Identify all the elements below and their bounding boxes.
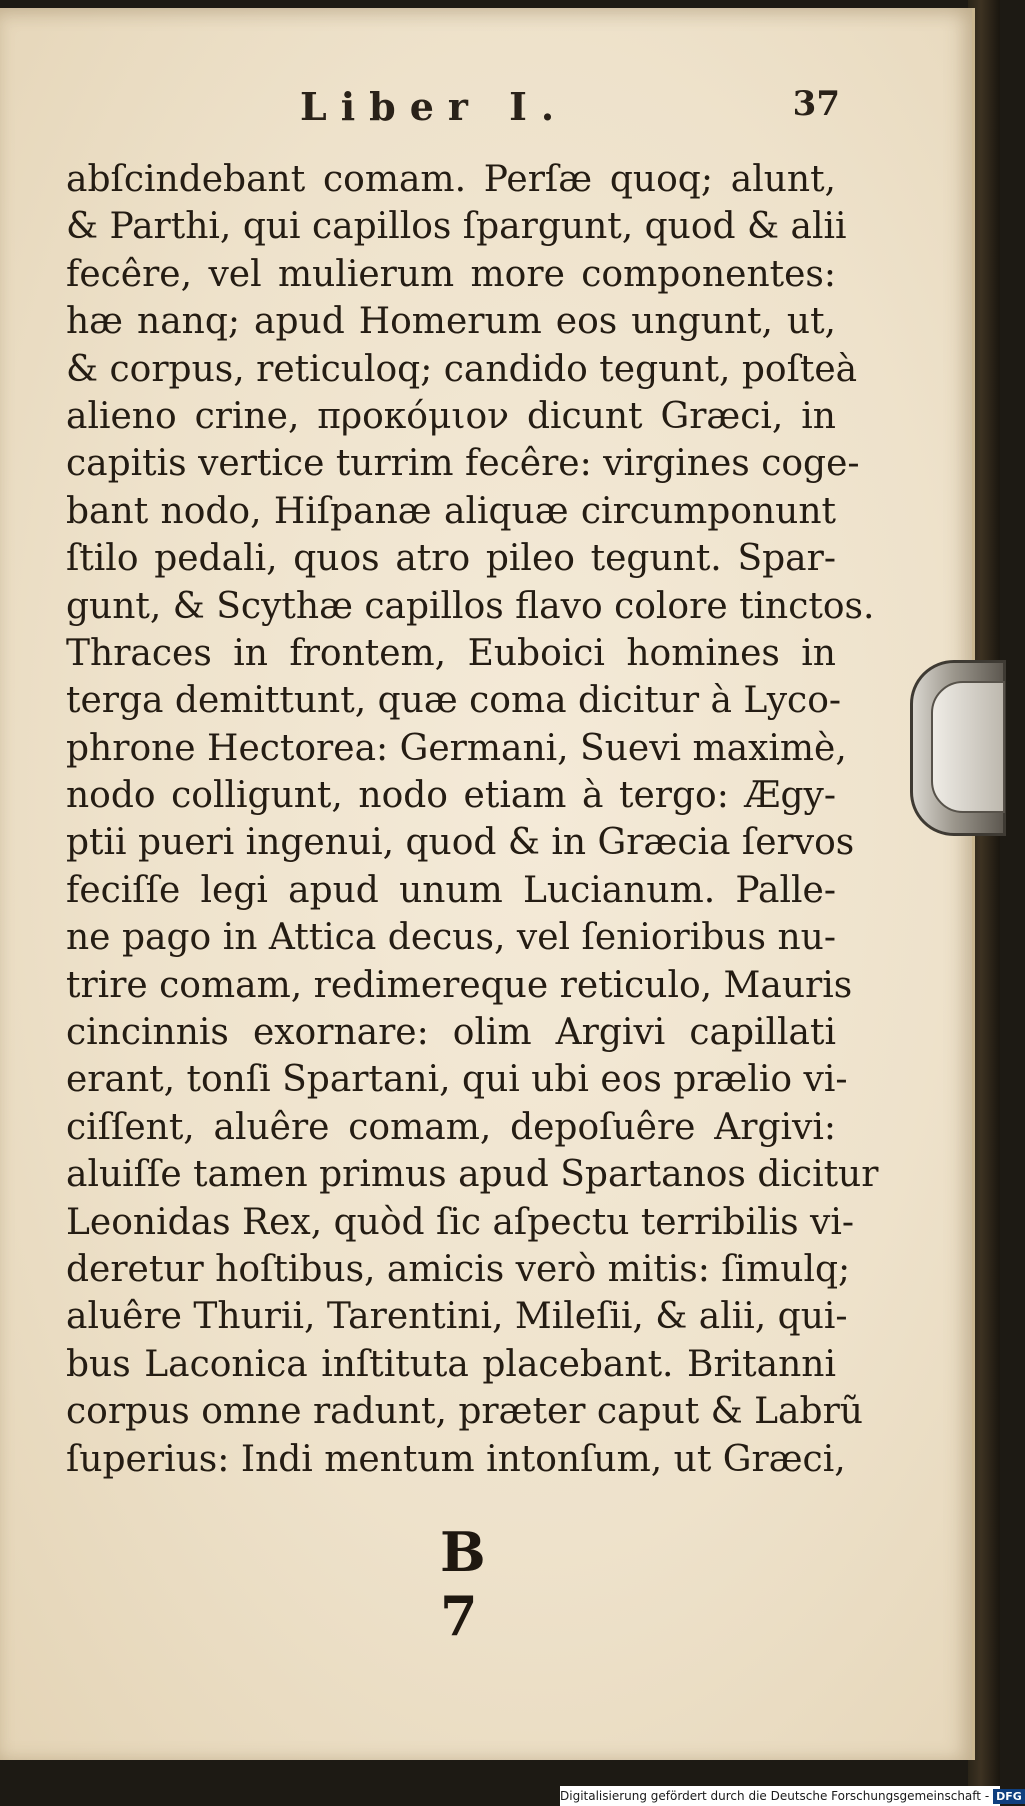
text-line: gunt, & Scythæ capillos flavo colore tinctos. [66, 585, 875, 627]
text-line: trire comam, redimereque reticulo, Mauris [66, 964, 853, 1006]
page-number: 37 [792, 84, 840, 124]
text-line: fecêre, vel mulierum more componentes: [66, 253, 836, 295]
text-line: ſtilo pedali, quos atro pileo tegunt. Spar- [66, 538, 836, 580]
text-line: hæ nanq; apud Homerum eos ungunt, ut, [66, 301, 836, 343]
text-line: erant, tonſi Spartani, qui ubi eos prælio vi- [66, 1059, 848, 1101]
text-line: corpus omne radunt, præter caput & Labrũ [66, 1391, 863, 1433]
text-line: & corpus, reticuloq; candido tegunt, poſteà [66, 348, 858, 390]
text-line: cincinnis exornare: olim Argivi capillati [66, 1012, 836, 1054]
text-line: phrone Hectorea: Germani, Suevi maximè, [66, 727, 847, 769]
text-line: bant nodo, Hiſpanæ aliquæ circumponunt [66, 490, 836, 532]
text-line: ſuperius: Indi mentum intonſum, ut Græci, [66, 1438, 846, 1480]
text-line: aluiſſe tamen primus apud Spartanos dicitur [66, 1154, 879, 1196]
text-line: Thraces in frontem, Euboici homines in [66, 632, 836, 674]
text-line: abſcindebant comam. Perſæ quoq; alunt, [66, 159, 836, 200]
footer-credit-text: Digitalisierung gefördert durch die Deutsche Forschungsgemeinschaft - [560, 1789, 990, 1803]
text-line: Leonidas Rex, quòd ſic aſpectu terribilis vi- [66, 1201, 855, 1243]
text-line: terga demittunt, quæ coma dicitur à Lyco- [66, 680, 842, 722]
book-clasp [910, 660, 1006, 836]
text-line: bus Laconica inſtituta placebant. Britanni [66, 1343, 836, 1385]
footer-credit [560, 1786, 1022, 1806]
text-line: aluêre Thurii, Tarentini, Mileſii, & alii, qui- [66, 1296, 848, 1338]
text-line: alieno crine, προκόμιον dicunt Græci, in [66, 395, 836, 437]
running-head [300, 84, 840, 138]
text-line: feciſſe legi apud unum Lucianum. Palle- [66, 869, 836, 911]
text-line: & Parthi, qui capillos ſpargunt, quod & alii [66, 206, 847, 248]
text-line: capitis vertice turrim fecêre: virgines coge- [66, 443, 860, 485]
running-head-title: Liber I. [300, 84, 569, 129]
text-line: ne pago in Attica decus, vel ſenioribus nu- [66, 917, 836, 959]
text-line: nodo colligunt, nodo etiam à tergo: Ægy- [66, 775, 836, 817]
text-line: ciſſent, aluêre comam, depoſuêre Argivi: [66, 1106, 836, 1148]
book-clasp-ring [931, 681, 1005, 813]
signature-mark: B 7 [440, 1520, 498, 1648]
text-line: deretur hoſtibus, amicis verò mitis: ſimulq; [66, 1248, 851, 1290]
body-text [66, 156, 879, 1483]
book-page [0, 8, 975, 1760]
dfg-logo: DFG [993, 1789, 1025, 1804]
text-line: ptii pueri ingenui, quod & in Græcia ſervos [66, 822, 855, 864]
